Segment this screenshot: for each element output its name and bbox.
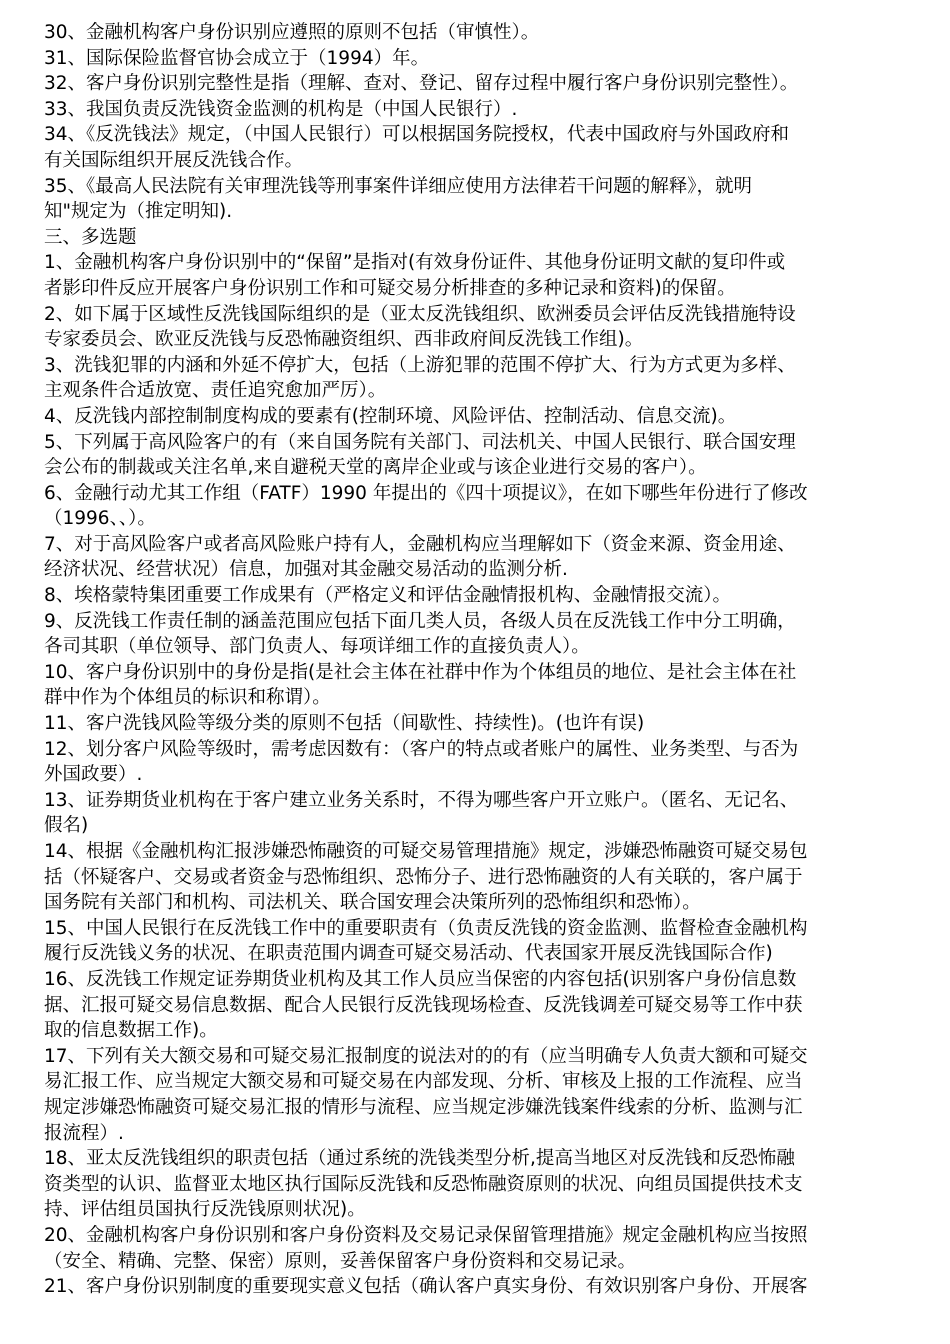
text-line: 规定涉嫌恐怖融资可疑交易汇报的情形与流程、应当规定涉嫌洗钱案件线索的分析、监测与汇 [44, 1096, 803, 1118]
text-line: 持、评估组员国执行反洗钱原则状况)。 [44, 1199, 366, 1221]
text-line: 会公布的制裁或关注名单,来自避税天堂的离岸企业或与该企业进行交易的客户）。 [44, 457, 707, 479]
text-line: 16、反洗钱工作规定证券期货业机构及其工作人员应当保密的内容包括(识别客户身份信息数 [44, 968, 797, 990]
text-line: 17、下列有关大额交易和可疑交易汇报制度的说法对的的有（应当明确专人负责大额和可疑交 [44, 1045, 808, 1067]
text-line: 33、我国负责反洗钱资金监测的机构是（中国人民银行）. [44, 98, 518, 120]
text-line: （安全、精确、完整、保密）原则，妥善保留客户身份资料和交易记录。 [44, 1250, 637, 1272]
text-line: 括（怀疑客户、交易或者资金与恐怖组织、恐怖分子、进行恐怖融资的人有关联的，客户属于 [44, 866, 803, 888]
text-line: 35、《最高人民法院有关审理洗钱等刑事案件详细应使用方法律若干问题的解释》，就明 [44, 175, 753, 197]
text-line: 有关国际组织开展反洗钱合作。 [44, 149, 304, 171]
text-line: 2、如下属于区域性反洗钱国际组织的是（亚太反洗钱组织、欧洲委员会评估反洗钱措施特设 [44, 303, 796, 325]
text-line: 30、金融机构客户身份识别应遵照的原则不包括（审慎性）。 [44, 22, 540, 43]
text-line: 8、埃格蒙特集团重要工作成果有（严格定义和评估金融情报机构、金融情报交流）。 [44, 585, 732, 607]
text-line: 34、《反洗钱法》规定，（中国人民银行）可以根据国务院授权，代表中国政府与外国政府和 [44, 124, 790, 146]
text-line: 主观条件合适放宽、责任追究愈加严厉）。 [44, 380, 387, 402]
text-line: 6、金融行动尤其工作组（FATF）1990 年提出的《四十项提议》，在如下哪些年份进行了修改 [44, 482, 808, 504]
text-line: 11、客户洗钱风险等级分类的原则不包括（间歇性、持续性)。(也许有误) [44, 713, 645, 735]
text-line: 21、客户身份识别制度的重要现实意义包括（确认客户真实身份、有效识别客户身份、开展客 [44, 1276, 808, 1298]
text-line: 14、根据《金融机构汇报涉嫌恐怖融资的可疑交易管理措施》规定，涉嫌恐怖融资可疑交易包 [44, 841, 808, 862]
text-line: 群中作为个体组员的标识和称谓）。 [44, 687, 331, 709]
text-line: 13、证券期货业机构在于客户建立业务关系时，不得为哪些客户开立账户。（匿名、无记名、 [44, 789, 799, 811]
text-line: 取的信息数据工作)。 [44, 1020, 218, 1042]
text-line: 32、客户身份识别完整性是指（理解、查对、登记、留存过程中履行客户身份识别完整性）。 [44, 73, 799, 95]
text-line: 9、反洗钱工作责任制的涵盖范围应包括下面几类人员，各级人员在反洗钱工作中分工明确， [44, 610, 796, 632]
text-line: 据、汇报可疑交易信息数据、配合人民银行反洗钱现场检查、反洗钱调差可疑交易等工作中获 [44, 994, 803, 1016]
text-line: 4、反洗钱内部控制制度构成的要素有(控制环境、风险评估、控制活动、信息交流)。 [44, 405, 737, 427]
text-line: 18、亚太反洗钱组织的职责包括（通过系统的洗钱类型分析,提高当地区对反洗钱和反恐怖融 [44, 1148, 795, 1170]
text-line: 10、客户身份识别中的身份是指(是社会主体在社群中作为个体组员的地位、是社会主体在社 [44, 661, 797, 683]
text-line: 5、下列属于高风险客户的有（来自国务院有关部门、司法机关、中国人民银行、联合国安理 [44, 431, 796, 453]
text-line: 15、中国人民银行在反洗钱工作中的重要职责有（负责反洗钱的资金监测、监督检查金融机构 [44, 917, 808, 939]
section-heading: 三、多选题 [44, 226, 137, 248]
text-line: （1996、、）。 [44, 508, 156, 530]
text-line: 易汇报工作、应当规定大额交易和可疑交易在内部发现、分析、审核及上报的工作流程、应当 [44, 1071, 803, 1093]
text-line: 假名) [44, 815, 89, 837]
text-line: 各司其职（单位领导、部门负责人、每项详细工作的直接负责人）。 [44, 636, 590, 658]
text-line: 者影印件反应开展客户身份识别工作和可疑交易分析排查的多种记录和资料)的保留。 [44, 277, 736, 299]
text-line: 履行反洗钱义务的状况、在职责范围内调查可疑交易活动、代表国家开展反洗钱国际合作) [44, 943, 773, 965]
text-line: 1、金融机构客户身份识别中的“保留”是指对(有效身份证件、其他身份证明文献的复印件或 [44, 252, 786, 274]
text-line: 专家委员会、欧亚反洗钱与反恐怖融资组织、西非政府间反洗钱工作组)。 [44, 329, 644, 351]
text-line: 3、洗钱犯罪的内涵和外延不停扩大，包括（上游犯罪的范围不停扩大、行为方式更为多样、 [44, 354, 796, 376]
text-line: 7、对于高风险客户或者高风险账户持有人，金融机构应当理解如下（资金来源、资金用途、 [44, 533, 796, 555]
text-line: 国务院有关部门和机构、司法机关、联合国安理会决策所列的恐怖组织和恐怖）。 [44, 892, 701, 914]
text-line: 知"规定为（推定明知). [44, 201, 233, 223]
text-line: 12、划分客户风险等级时，需考虑因数有：（客户的特点或者账户的属性、业务类型、与否为 [44, 738, 799, 760]
text-line: 31、国际保险监督官协会成立于（1994）年。 [44, 47, 430, 69]
text-line: 外国政要）. [44, 764, 143, 786]
text-line: 20、金融机构客户身份识别和客户身份资料及交易记录保留管理措施》规定金融机构应当按照 [44, 1224, 808, 1246]
text-line: 经济状况、经营状况）信息，加强对其金融交易活动的监测分析. [44, 559, 568, 581]
text-line: 报流程）. [44, 1122, 124, 1144]
text-line: 资类型的认识、监督亚太地区执行国际反洗钱和反恐怖融资原则的状况、向组员国提供技术支 [44, 1173, 803, 1195]
text-line [44, 1300, 916, 1326]
